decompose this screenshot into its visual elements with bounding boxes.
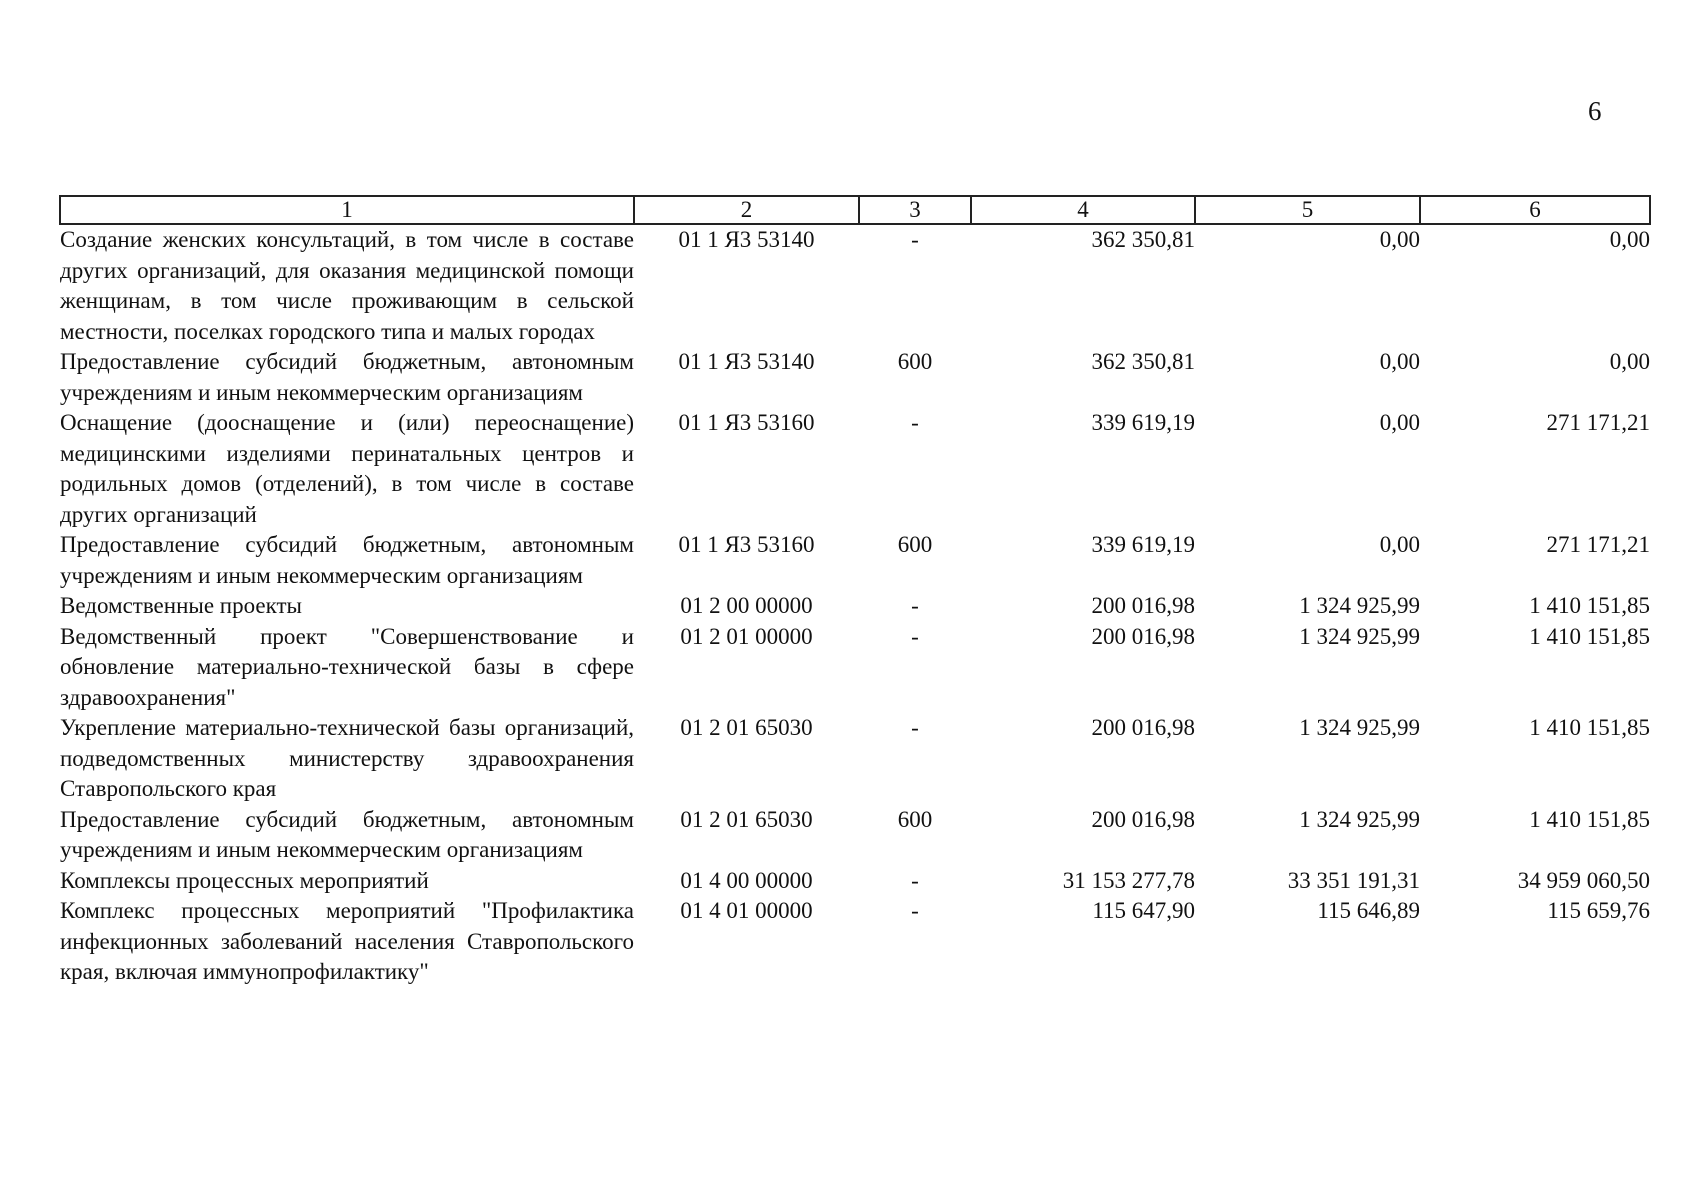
- row-amount-col6-cell: 1 410 151,85: [1529, 623, 1650, 649]
- row-expense-type-cell: 600: [897, 532, 933, 557]
- row-name-cell: Комплексы процессных мероприятий: [60, 867, 429, 893]
- row-amount-col6-cell: 34 959 060,50: [1517, 867, 1650, 893]
- column-header-1: 1: [60, 196, 634, 224]
- table-row: [60, 622, 1650, 714]
- row-expense-type-cell: -: [911, 867, 919, 893]
- row-amount-col5-cell: 0,00: [1379, 227, 1420, 252]
- page-number: 6: [1588, 96, 1602, 126]
- column-header-3: 3: [859, 196, 971, 224]
- column-header-5: 5: [1195, 196, 1420, 224]
- row-amount-col5-cell: 0,00: [1379, 410, 1420, 435]
- row-code-cell: 01 2 01 65030: [680, 806, 813, 832]
- row-name-cell: Предоставление субсидий бюджетным, автономным учреждениям и иным некоммерческим организациям: [60, 349, 634, 405]
- row-expense-type-cell: -: [911, 898, 919, 923]
- row-code-cell: 01 2 00 00000: [680, 593, 813, 618]
- column-header-4: 4: [971, 196, 1195, 224]
- row-amount-col5-cell: 33 351 191,31: [1287, 867, 1420, 893]
- row-amount-col4-cell: 200 016,98: [1091, 715, 1195, 740]
- row-amount-col5-cell: 1 324 925,99: [1299, 715, 1420, 740]
- row-amount-col5-cell: 1 324 925,99: [1299, 593, 1420, 618]
- table-row: [60, 805, 1650, 866]
- row-code-cell: 01 2 01 65030: [680, 715, 813, 740]
- header-row: [60, 196, 1650, 224]
- row-code-cell: 01 4 01 00000: [680, 898, 813, 923]
- row-name-cell: Ведомственный проект "Совершенствование и обновление материально-технической базы в сфере здравоохранения": [60, 623, 634, 710]
- budget-table: [59, 195, 1651, 988]
- row-amount-col4-cell: 115 647,90: [1092, 898, 1195, 923]
- row-code-cell: 01 1 Я3 53140: [678, 227, 815, 252]
- table-row: [60, 530, 1650, 591]
- row-expense-type-cell: -: [911, 227, 919, 252]
- table-header: [60, 196, 1650, 224]
- row-expense-type-cell: -: [911, 715, 919, 740]
- table-row: [60, 347, 1650, 408]
- row-amount-col6-cell: 271 171,21: [1546, 410, 1650, 435]
- row-code-cell: 01 1 Я3 53160: [678, 532, 815, 557]
- column-header-6: 6: [1420, 196, 1650, 224]
- row-amount-col6-cell: 271 171,21: [1546, 532, 1650, 557]
- table-row: [60, 408, 1650, 530]
- row-name-cell: Ведомственные проекты: [60, 593, 302, 618]
- row-expense-type-cell: 600: [897, 806, 933, 832]
- row-amount-col4-cell: 362 350,81: [1091, 349, 1195, 374]
- row-amount-col5-cell: 1 324 925,99: [1299, 623, 1420, 649]
- row-amount-col6-cell: 0,00: [1609, 349, 1650, 374]
- row-amount-col4-cell: 362 350,81: [1091, 227, 1195, 252]
- column-header-2: 2: [634, 196, 859, 224]
- table-row: [60, 866, 1650, 897]
- row-expense-type-cell: -: [911, 410, 919, 435]
- row-amount-col5-cell: 1 324 925,99: [1299, 806, 1420, 832]
- row-name-cell: Предоставление субсидий бюджетным, автономным учреждениям и иным некоммерческим организациям: [60, 806, 634, 862]
- row-code-cell: 01 4 00 00000: [680, 867, 813, 893]
- table-row: [60, 713, 1650, 805]
- row-expense-type-cell: 600: [897, 349, 933, 374]
- row-expense-type-cell: -: [911, 593, 919, 618]
- row-amount-col6-cell: 1 410 151,85: [1529, 593, 1650, 618]
- row-amount-col4-cell: 200 016,98: [1091, 806, 1195, 832]
- table-row: [60, 591, 1650, 622]
- row-code-cell: 01 1 Я3 53160: [678, 410, 815, 435]
- row-amount-col5-cell: 0,00: [1379, 349, 1420, 374]
- row-amount-col6-cell: 1 410 151,85: [1529, 806, 1650, 832]
- row-name-cell: Создание женских консультаций, в том числе в составе других организаций, для оказания медицинской помощи женщинам, в том числе проживающим в сельской местности, поселках городского типа и малых городах: [60, 227, 634, 344]
- row-amount-col6-cell: 0,00: [1609, 227, 1650, 252]
- row-amount-col4-cell: 339 619,19: [1091, 410, 1195, 435]
- row-amount-col4-cell: 200 016,98: [1091, 593, 1195, 618]
- table-row: [60, 896, 1650, 988]
- table-row: [60, 224, 1650, 347]
- row-code-cell: 01 1 Я3 53140: [678, 349, 815, 374]
- row-amount-col4-cell: 339 619,19: [1091, 532, 1195, 557]
- row-amount-col4-cell: 200 016,98: [1091, 623, 1195, 649]
- row-name-cell: Предоставление субсидий бюджетным, автономным учреждениям и иным некоммерческим организациям: [60, 532, 634, 588]
- row-name-cell: Комплекс процессных мероприятий "Профилактика инфекционных заболеваний населения Ставропольского края, включая иммунопрофилактику": [60, 898, 634, 984]
- row-amount-col6-cell: 115 659,76: [1547, 898, 1650, 923]
- row-name-cell: Оснащение (дооснащение и (или) переоснащение) медицинскими изделиями перинатальных центров и родильных домов (отделений), в том числе в составе других организаций: [60, 410, 634, 527]
- row-amount-col5-cell: 115 646,89: [1317, 898, 1420, 923]
- row-expense-type-cell: -: [911, 623, 919, 649]
- table-body: [60, 224, 1650, 988]
- row-amount-col4-cell: 31 153 277,78: [1062, 867, 1195, 893]
- row-code-cell: 01 2 01 00000: [680, 623, 813, 649]
- row-name-cell: Укрепление материально-технической базы организаций, подведомственных министерству здравоохранения Ставропольского края: [60, 715, 634, 801]
- row-amount-col6-cell: 1 410 151,85: [1529, 715, 1650, 740]
- row-amount-col5-cell: 0,00: [1379, 532, 1420, 557]
